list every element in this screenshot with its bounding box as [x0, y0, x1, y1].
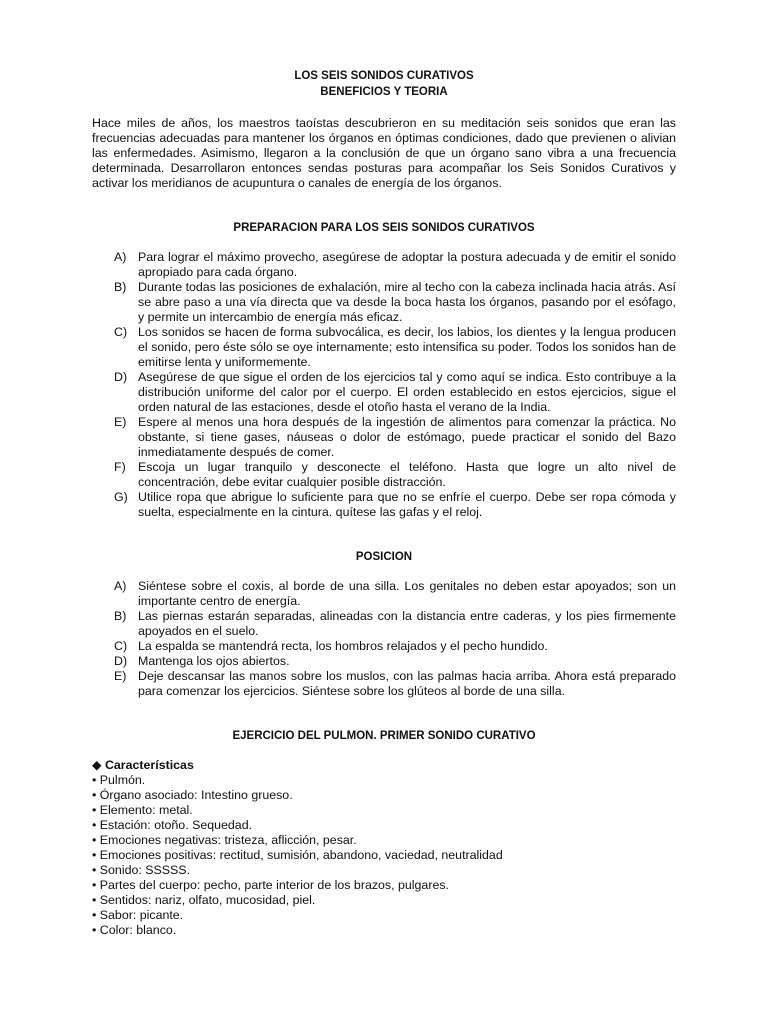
- list-item-text: Los sonidos se hacen de forma subvocálica, es decir, los labios, los dientes y la lengua producen el sonido, pero éste sólo se oye internamente; esto intensifica su poder. Todos los sonidos han de emitirse lenta y uniformemente.: [138, 325, 676, 369]
- list-item: • Partes del cuerpo: pecho, parte interior de los brazos, pulgares.: [92, 878, 449, 892]
- section-heading-pulmon: EJERCICIO DEL PULMON. PRIMER SONIDO CURATIVO: [232, 730, 536, 742]
- list-item: • Emociones negativas: tristeza, aflicción, pesar.: [92, 833, 357, 847]
- list-item: [92, 250, 676, 280]
- list-item-text: Utilice ropa que abrigue lo suficiente para que no se enfríe el cuerpo. Debe ser ropa cómoda y suelta, especialmente en la cintura. quítese las gafas y el reloj.: [138, 490, 676, 519]
- list-marker: G): [114, 490, 128, 504]
- list-item: [92, 415, 676, 460]
- characteristics-heading: ◆ Características: [92, 758, 194, 772]
- list-marker: E): [114, 669, 127, 683]
- list-marker: C): [114, 325, 128, 339]
- list-marker: B): [114, 280, 127, 294]
- intro-paragraph: Hace miles de años, los maestros taoístas descubrieron en su meditación seis sonidos que eran las frecuencias adecuadas para mantener los órganos en óptimas condiciones, dado que previenen o alivian las enfermedades. Asimismo, llegaron a la conclusión de que un órgano sano vibra a una frecuencia determinada. Desarrollaron entonces sendas posturas para acompañar los Seis Sonidos Curativos y activar los meridianos de acupuntura o canales de energía de los órganos.: [92, 116, 676, 190]
- list-item: • Órgano asociado: Intestino grueso.: [92, 788, 293, 802]
- list-marker: B): [114, 609, 127, 623]
- list-item: • Sabor: picante.: [92, 908, 184, 922]
- list-item: [92, 325, 676, 370]
- list-item-text: Asegúrese de que sigue el orden de los ejercicios tal y como aquí se indica. Esto contribuye a la distribución uniforme del calor por el cuerpo. El orden establecido en estos ejercicios, sigue el orden natural de las estaciones, desde el otoño hasta el verano de la India.: [138, 370, 676, 414]
- list-item: [92, 609, 676, 639]
- list-item: [92, 490, 676, 520]
- list-item-text: Mantenga los ojos abiertos.: [138, 654, 290, 668]
- list-item: [92, 280, 676, 325]
- characteristics-list: [92, 758, 676, 938]
- document-title: LOS SEIS SONIDOS CURATIVOS: [294, 70, 474, 82]
- section-heading-posicion: POSICION: [355, 551, 413, 563]
- list-item: • Pulmón.: [92, 773, 146, 787]
- list-item-text: Escoja un lugar tranquilo y desconecte el teléfono. Hasta que logre un alto nivel de concentración, debe evitar cualquier posible distracción.: [138, 460, 676, 489]
- list-item-text: Espere al menos una hora después de la ingestión de alimentos para comenzar la práctica. No obstante, si tiene gases, náuseas o dolor de estómago, puede practicar el sonido del Bazo inmediatamente después de comer.: [138, 415, 676, 459]
- list-item-text: Siéntese sobre el coxis, al borde de una silla. Los genitales no deben estar apoyados; son un importante centro de energía.: [138, 579, 676, 608]
- list-marker: E): [114, 415, 127, 429]
- list-item: • Sonido: SSSSS.: [92, 863, 191, 877]
- posicion-list: [92, 579, 676, 699]
- list-marker: C): [114, 639, 128, 653]
- list-marker: A): [114, 579, 127, 593]
- list-item: [92, 654, 676, 669]
- list-marker: D): [114, 654, 128, 668]
- list-item-text: Para lograr el máximo provecho, asegúrese de adoptar la postura adecuada y de emitir el sonido apropiado para cada órgano.: [138, 250, 676, 279]
- list-marker: A): [114, 250, 127, 264]
- list-marker: D): [114, 370, 128, 384]
- list-item-text: Deje descansar las manos sobre los muslos, con las palmas hacia arriba. Ahora está preparado para comenzar los ejercicios. Siéntese sobre los glúteos al borde de una silla.: [138, 669, 676, 698]
- list-item: • Color: blanco.: [92, 923, 177, 937]
- list-item-text: La espalda se mantendrá recta, los hombros relajados y el pecho hundido.: [138, 639, 548, 653]
- list-item: [92, 669, 676, 699]
- list-item: [92, 370, 676, 415]
- list-item: • Estación: otoño. Sequedad.: [92, 818, 253, 832]
- list-item: • Emociones positivas: rectitud, sumisión, abandono, vaciedad, neutralidad: [92, 848, 503, 862]
- list-item-text: Durante todas las posiciones de exhalación, mire al techo con la cabeza inclinada hacia atrás. Así se abre paso a una vía directa que va desde la boca hasta los órganos, pasando por el esófago, y permite un intercambio de energía más eficaz.: [138, 280, 676, 324]
- list-item: • Elemento: metal.: [92, 803, 193, 817]
- section-heading-preparacion: PREPARACION PARA LOS SEIS SONIDOS CURATIVOS: [233, 222, 535, 234]
- list-item: [92, 579, 676, 609]
- document-subtitle: BENEFICIOS Y TEORIA: [320, 86, 448, 98]
- preparacion-list: [92, 250, 676, 520]
- list-item: [92, 639, 676, 654]
- list-item-text: Las piernas estarán separadas, alineadas con la distancia entre caderas, y los pies firmemente apoyados en el suelo.: [138, 609, 676, 638]
- list-item: • Sentidos: nariz, olfato, mucosidad, piel.: [92, 893, 316, 907]
- list-marker: F): [114, 460, 126, 474]
- list-item: [92, 460, 676, 490]
